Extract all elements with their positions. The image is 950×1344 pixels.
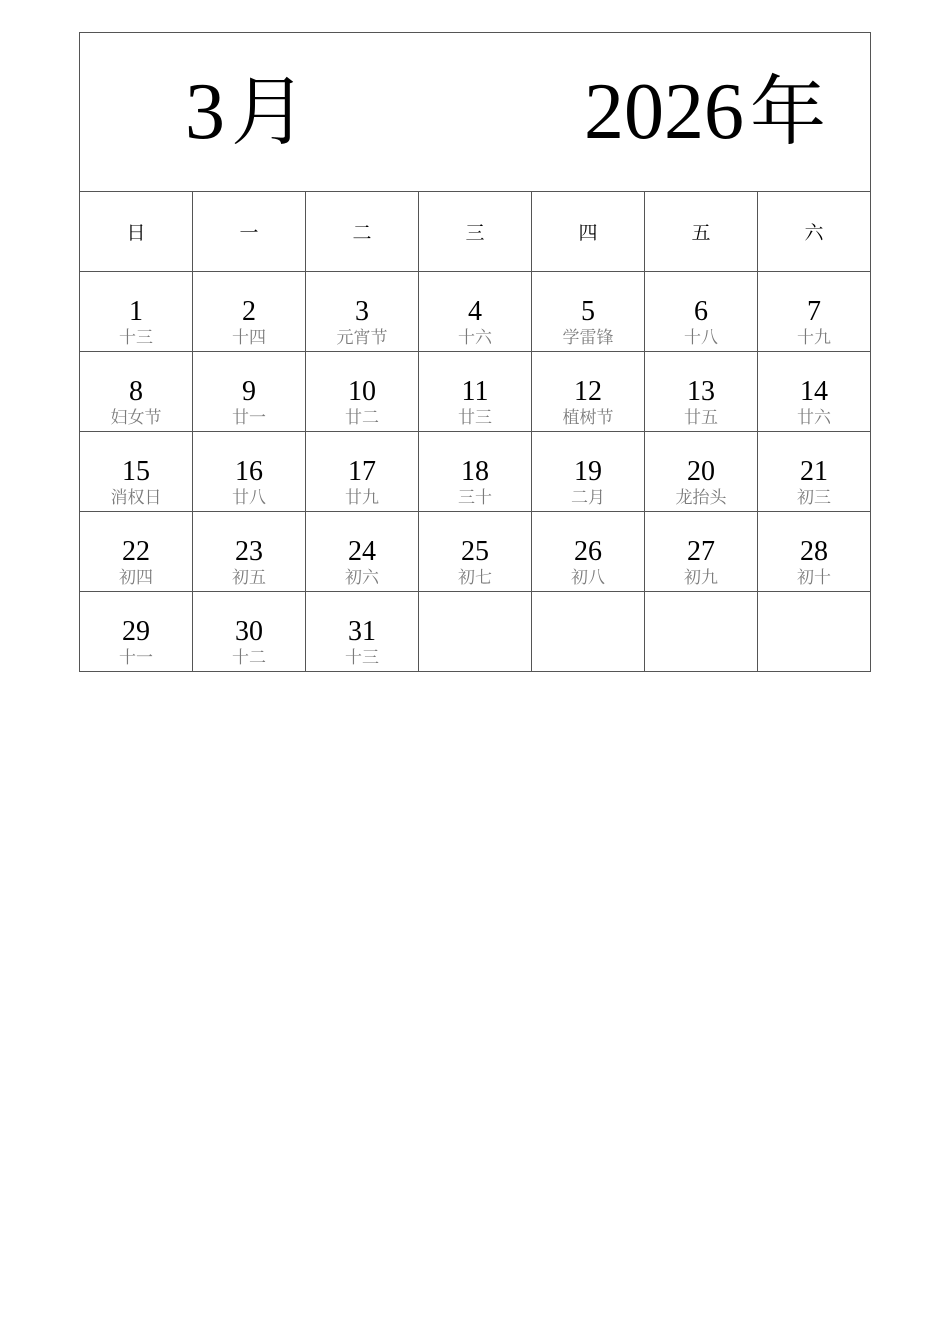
day-cell — [419, 352, 532, 432]
lunar-date: 十四 — [232, 328, 266, 348]
day-number: 28 — [800, 536, 828, 567]
weekday-saturday: 六 — [758, 192, 871, 272]
day-number: 25 — [461, 536, 489, 567]
day-cell — [80, 592, 193, 672]
day-number: 15 — [122, 456, 150, 487]
day-cell — [645, 432, 758, 512]
lunar-date: 十一 — [119, 648, 153, 668]
day-cell — [532, 352, 645, 432]
lunar-date: 十九 — [797, 328, 831, 348]
day-cell — [532, 432, 645, 512]
day-cell — [80, 272, 193, 352]
day-number: 23 — [235, 536, 263, 567]
lunar-date: 十三 — [119, 328, 153, 348]
day-cell — [306, 272, 419, 352]
month-number: 3 — [185, 68, 225, 156]
lunar-date: 初六 — [345, 568, 379, 588]
weekday-tuesday: 二 — [306, 192, 419, 272]
day-number: 14 — [800, 376, 828, 407]
weeks-grid — [80, 272, 871, 672]
weekday-row — [80, 192, 871, 272]
day-cell — [532, 272, 645, 352]
day-number: 11 — [461, 376, 489, 407]
day-cell — [645, 512, 758, 592]
day-cell — [193, 352, 306, 432]
lunar-date: 初五 — [232, 568, 266, 588]
lunar-date: 初三 — [797, 488, 831, 508]
lunar-date: 初九 — [684, 568, 718, 588]
day-cell — [758, 352, 871, 432]
day-cell — [645, 272, 758, 352]
day-cell — [80, 432, 193, 512]
day-number: 12 — [574, 376, 602, 407]
lunar-date: 龙抬头 — [675, 488, 727, 508]
day-number: 27 — [687, 536, 715, 567]
month-title — [185, 67, 307, 157]
lunar-date: 初十 — [797, 568, 831, 588]
lunar-date: 廿六 — [797, 408, 831, 428]
day-cell — [758, 512, 871, 592]
week-row — [80, 432, 871, 512]
lunar-date: 妇女节 — [110, 408, 162, 428]
day-cell — [306, 512, 419, 592]
day-number: 31 — [348, 616, 376, 647]
day-number: 5 — [581, 296, 595, 327]
day-number: 9 — [242, 376, 256, 407]
day-number: 19 — [574, 456, 602, 487]
lunar-date: 廿八 — [232, 488, 266, 508]
day-number: 21 — [800, 456, 828, 487]
day-number: 3 — [355, 296, 369, 327]
lunar-date: 学雷锋 — [562, 328, 614, 348]
day-cell — [193, 272, 306, 352]
day-number: 18 — [461, 456, 489, 487]
day-number: 4 — [468, 296, 482, 327]
lunar-date: 廿一 — [232, 408, 266, 428]
day-number: 16 — [235, 456, 263, 487]
day-number: 10 — [348, 376, 376, 407]
empty-day-cell — [645, 592, 758, 672]
empty-day-cell — [758, 592, 871, 672]
day-number: 7 — [807, 296, 821, 327]
day-cell — [193, 592, 306, 672]
day-number: 30 — [235, 616, 263, 647]
weekday-friday: 五 — [645, 192, 758, 272]
day-cell — [80, 352, 193, 432]
weekday-sunday: 日 — [80, 192, 193, 272]
year-title — [584, 67, 826, 157]
week-row — [80, 512, 871, 592]
day-number: 17 — [348, 456, 376, 487]
day-cell — [645, 352, 758, 432]
day-number: 6 — [694, 296, 708, 327]
day-number: 29 — [122, 616, 150, 647]
week-row — [80, 352, 871, 432]
lunar-date: 十八 — [684, 328, 718, 348]
empty-day-cell — [419, 592, 532, 672]
lunar-date: 十六 — [458, 328, 492, 348]
lunar-date: 三十 — [458, 488, 492, 508]
lunar-date: 植树节 — [562, 408, 614, 428]
empty-day-cell — [532, 592, 645, 672]
day-number: 20 — [687, 456, 715, 487]
week-row — [80, 272, 871, 352]
month-unit: 月 — [231, 67, 307, 156]
weekday-thursday: 四 — [532, 192, 645, 272]
day-cell — [419, 512, 532, 592]
week-row — [80, 592, 871, 672]
day-cell — [306, 432, 419, 512]
lunar-date: 廿三 — [458, 408, 492, 428]
lunar-date: 元宵节 — [336, 328, 388, 348]
lunar-date: 初四 — [119, 568, 153, 588]
day-cell — [532, 512, 645, 592]
lunar-date: 二月 — [571, 488, 605, 508]
day-number: 13 — [687, 376, 715, 407]
day-number: 24 — [348, 536, 376, 567]
lunar-date: 消权日 — [110, 488, 162, 508]
lunar-date: 十三 — [345, 648, 379, 668]
day-cell — [193, 512, 306, 592]
lunar-date: 初七 — [458, 568, 492, 588]
day-number: 26 — [574, 536, 602, 567]
day-cell — [758, 432, 871, 512]
day-number: 22 — [122, 536, 150, 567]
day-number: 2 — [242, 296, 256, 327]
lunar-date: 廿九 — [345, 488, 379, 508]
day-number: 8 — [129, 376, 143, 407]
weekday-wednesday: 三 — [419, 192, 532, 272]
day-cell — [306, 592, 419, 672]
weekday-monday: 一 — [193, 192, 306, 272]
calendar-header — [80, 33, 871, 192]
day-cell — [419, 432, 532, 512]
day-cell — [419, 272, 532, 352]
day-cell — [193, 432, 306, 512]
day-cell — [80, 512, 193, 592]
lunar-date: 廿五 — [684, 408, 718, 428]
day-cell — [758, 272, 871, 352]
year-unit: 年 — [750, 67, 826, 156]
day-number: 1 — [129, 296, 143, 327]
year-number: 2026 — [584, 68, 744, 156]
calendar — [79, 32, 871, 672]
lunar-date: 十二 — [232, 648, 266, 668]
lunar-date: 廿二 — [345, 408, 379, 428]
lunar-date: 初八 — [571, 568, 605, 588]
day-cell — [306, 352, 419, 432]
